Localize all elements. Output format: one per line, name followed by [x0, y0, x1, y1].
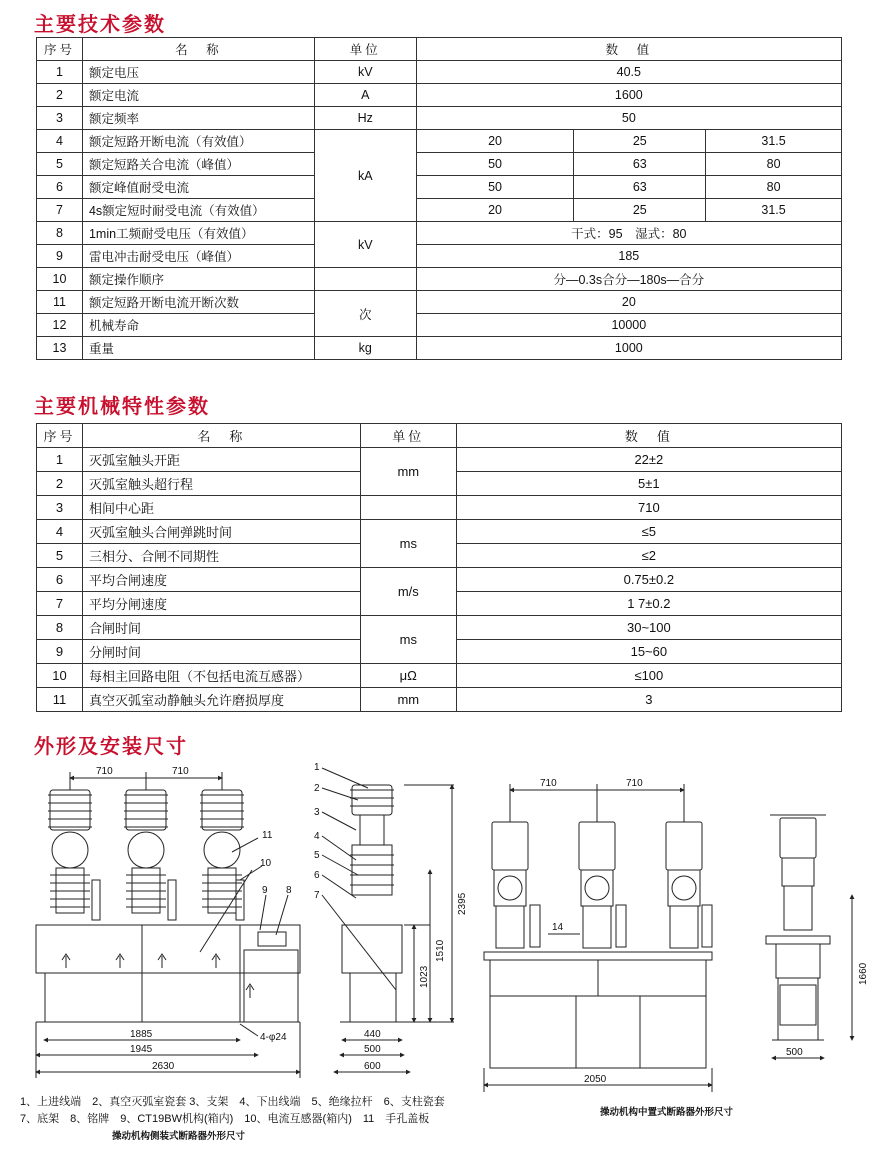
- tech-spec-table: [36, 37, 842, 360]
- row-name: 雷电冲击耐受电压（峰值）: [82, 245, 314, 268]
- row-no: 7: [37, 592, 83, 616]
- table-row: [37, 568, 842, 592]
- dim-label: 710: [626, 778, 643, 789]
- row-name: 灭弧室触头超行程: [82, 472, 360, 496]
- row-unit: [360, 496, 456, 520]
- row-value: 15~60: [456, 640, 841, 664]
- row-name: 平均合闸速度: [82, 568, 360, 592]
- row-value: 1600: [416, 84, 841, 107]
- header-name: 名 称: [82, 424, 360, 448]
- row-value: 分—0.3s合分—180s—合分: [416, 268, 841, 291]
- dim-label: 2050: [584, 1074, 607, 1085]
- row-name: 额定峰值耐受电流: [82, 176, 314, 199]
- caption-right: 操动机构中置式断路器外形尺寸: [600, 1107, 734, 1118]
- table-header-row: [37, 38, 842, 61]
- row-value: 710: [456, 496, 841, 520]
- row-name: 每相主回路电阻（不包括电流互感器）: [82, 664, 360, 688]
- row-name: 合闸时间: [82, 616, 360, 640]
- row-value: 5±1: [456, 472, 841, 496]
- dim-label: 710: [540, 778, 557, 789]
- row-value: 22±2: [456, 448, 841, 472]
- row-name: 灭弧室触头合闸弹跳时间: [82, 520, 360, 544]
- row-value: 1 7±0.2: [456, 592, 841, 616]
- row-name: 4s额定短时耐受电流（有效值）: [82, 199, 314, 222]
- table-row: [37, 616, 842, 640]
- row-unit: 次: [314, 291, 416, 337]
- row-name: 重量: [82, 337, 314, 360]
- callout-label: 10: [260, 858, 272, 869]
- row-no: 11: [37, 291, 83, 314]
- header-value: 数 值: [456, 424, 841, 448]
- legend-line-1: 1、上进线端 2、真空灭弧室瓷套 3、支架 4、下出线端 5、绝缘拉杆 6、支柱瓷套: [20, 1096, 445, 1108]
- row-value: 25: [574, 199, 706, 222]
- caption-left: 操动机构侧装式断路器外形尺寸: [112, 1131, 246, 1142]
- table-row: [37, 314, 842, 337]
- legend-line-2: 7、底架 8、铭牌 9、CT19BW机构(箱内) 10、电流互感器(箱内) 11 手孔盖板: [20, 1113, 430, 1125]
- pole-column: [492, 822, 528, 948]
- row-unit: A: [314, 84, 416, 107]
- dim-label: 500: [364, 1044, 381, 1055]
- row-unit: Hz: [314, 107, 416, 130]
- row-value: 50: [416, 107, 841, 130]
- row-no: 12: [37, 314, 83, 337]
- callout-label: 6: [314, 870, 320, 881]
- pole-column: [579, 822, 615, 948]
- row-value: 3: [456, 688, 841, 712]
- table-row: [37, 268, 842, 291]
- table-row: [37, 245, 842, 268]
- row-no: 7: [37, 199, 83, 222]
- row-value: 63: [574, 153, 706, 176]
- table-header-row: [37, 424, 842, 448]
- row-unit: [314, 268, 416, 291]
- section-title-dims: 外形及安装尺寸: [34, 734, 188, 758]
- row-no: 9: [37, 245, 83, 268]
- table-row: [37, 448, 842, 472]
- dim-label: 1945: [130, 1044, 153, 1055]
- row-unit: mm: [360, 688, 456, 712]
- row-value: ≤2: [456, 544, 841, 568]
- row-value: ≤100: [456, 664, 841, 688]
- header-name: 名 称: [82, 38, 314, 61]
- section-title-mech: 主要机械特性参数: [34, 394, 210, 418]
- header-no: 序号: [37, 424, 83, 448]
- right-side-view: [766, 815, 852, 1058]
- section-title-tech: 主要技术参数: [34, 12, 166, 36]
- table-row: [37, 688, 842, 712]
- row-name: 额定频率: [82, 107, 314, 130]
- row-no: 2: [37, 84, 83, 107]
- row-value: 30~100: [456, 616, 841, 640]
- row-value: 50: [416, 153, 574, 176]
- row-name: 分闸时间: [82, 640, 360, 664]
- dim-label: 2630: [152, 1061, 175, 1072]
- row-value: 185: [416, 245, 841, 268]
- table-row: [37, 291, 842, 314]
- callout-label: 8: [286, 885, 292, 896]
- table-row: [37, 520, 842, 544]
- table-row: [37, 107, 842, 130]
- row-value: 40.5: [416, 61, 841, 84]
- table-row: [37, 176, 842, 199]
- pole-column: [48, 790, 92, 913]
- row-value: 0.75±0.2: [456, 568, 841, 592]
- row-unit: kV: [314, 61, 416, 84]
- row-name: 真空灭弧室动静触头允许磨损厚度: [82, 688, 360, 712]
- table-row: [37, 496, 842, 520]
- row-unit: ms: [360, 616, 456, 664]
- row-value: 50: [416, 176, 574, 199]
- callout-label: 3: [314, 807, 320, 818]
- pole-column: [124, 790, 168, 913]
- table-row: [37, 130, 842, 153]
- table-row: [37, 153, 842, 176]
- callout-label: 4: [314, 831, 320, 842]
- dim-label: 2395: [457, 892, 468, 915]
- row-no: 3: [37, 496, 83, 520]
- row-no: 8: [37, 616, 83, 640]
- row-name: 额定操作顺序: [82, 268, 314, 291]
- dim-label: 4-φ24: [260, 1032, 287, 1043]
- row-no: 6: [37, 568, 83, 592]
- row-unit: m/s: [360, 568, 456, 616]
- right-front-view: [484, 784, 712, 1092]
- header-unit: 单位: [314, 38, 416, 61]
- row-value: 20: [416, 130, 574, 153]
- dim-label: 600: [364, 1061, 381, 1072]
- header-value: 数 值: [416, 38, 841, 61]
- header-no: 序号: [37, 38, 83, 61]
- row-value: 31.5: [706, 130, 842, 153]
- dim-label: 1660: [858, 962, 869, 985]
- row-no: 5: [37, 153, 83, 176]
- row-name: 三相分、合闸不同期性: [82, 544, 360, 568]
- row-no: 8: [37, 222, 83, 245]
- table-row: [37, 84, 842, 107]
- callout-label: 1: [314, 762, 320, 773]
- callout-label: 2: [314, 783, 320, 794]
- row-no: 1: [37, 61, 83, 84]
- row-name: 额定电压: [82, 61, 314, 84]
- row-name: 机械寿命: [82, 314, 314, 337]
- row-no: 11: [37, 688, 83, 712]
- table-row: [37, 199, 842, 222]
- dimension-drawings: [0, 752, 878, 1152]
- callout-label: 14: [552, 922, 564, 933]
- row-no: 4: [37, 520, 83, 544]
- dim-label: 1885: [130, 1029, 153, 1040]
- dim-label: 710: [172, 766, 189, 777]
- side-view: [322, 768, 454, 1072]
- dim-label: 1510: [435, 939, 446, 962]
- row-name: 额定电流: [82, 84, 314, 107]
- table-row: [37, 61, 842, 84]
- row-name: 额定短路开断电流（有效值）: [82, 130, 314, 153]
- row-value: ≤5: [456, 520, 841, 544]
- row-no: 4: [37, 130, 83, 153]
- pole-column: [200, 790, 244, 913]
- dim-label: 710: [96, 766, 113, 777]
- row-no: 5: [37, 544, 83, 568]
- table-row: [37, 337, 842, 360]
- table-row: [37, 664, 842, 688]
- callout-label: 7: [314, 890, 320, 901]
- row-value: 1000: [416, 337, 841, 360]
- row-no: 13: [37, 337, 83, 360]
- row-no: 1: [37, 448, 83, 472]
- dim-label: 1023: [419, 965, 430, 988]
- row-no: 9: [37, 640, 83, 664]
- row-value: 10000: [416, 314, 841, 337]
- dim-label: 500: [786, 1047, 803, 1058]
- callout-label: 9: [262, 885, 268, 896]
- row-name: 额定短路开断电流开断次数: [82, 291, 314, 314]
- row-unit: ms: [360, 520, 456, 568]
- table-row: [37, 222, 842, 245]
- row-value: 63: [574, 176, 706, 199]
- row-no: 10: [37, 268, 83, 291]
- row-value: 干式：95 湿式：80: [416, 222, 841, 245]
- row-name: 灭弧室触头开距: [82, 448, 360, 472]
- header-unit: 单位: [360, 424, 456, 448]
- row-unit: μΩ: [360, 664, 456, 688]
- row-unit: kA: [314, 130, 416, 222]
- row-value: 20: [416, 199, 574, 222]
- row-no: 2: [37, 472, 83, 496]
- row-no: 10: [37, 664, 83, 688]
- row-unit: kV: [314, 222, 416, 268]
- row-name: 相间中心距: [82, 496, 360, 520]
- pole-column: [666, 822, 702, 948]
- row-name: 平均分闸速度: [82, 592, 360, 616]
- dim-label: 440: [364, 1029, 381, 1040]
- row-value: 31.5: [706, 199, 842, 222]
- row-value: 80: [706, 153, 842, 176]
- row-name: 额定短路关合电流（峰值）: [82, 153, 314, 176]
- row-unit: kg: [314, 337, 416, 360]
- row-unit: mm: [360, 448, 456, 496]
- mech-spec-table: [36, 423, 842, 712]
- row-value: 25: [574, 130, 706, 153]
- row-value: 20: [416, 291, 841, 314]
- row-name: 1min工频耐受电压（有效值）: [82, 222, 314, 245]
- callout-label: 11: [262, 830, 273, 841]
- callout-label: 5: [314, 850, 320, 861]
- row-value: 80: [706, 176, 842, 199]
- row-no: 6: [37, 176, 83, 199]
- row-no: 3: [37, 107, 83, 130]
